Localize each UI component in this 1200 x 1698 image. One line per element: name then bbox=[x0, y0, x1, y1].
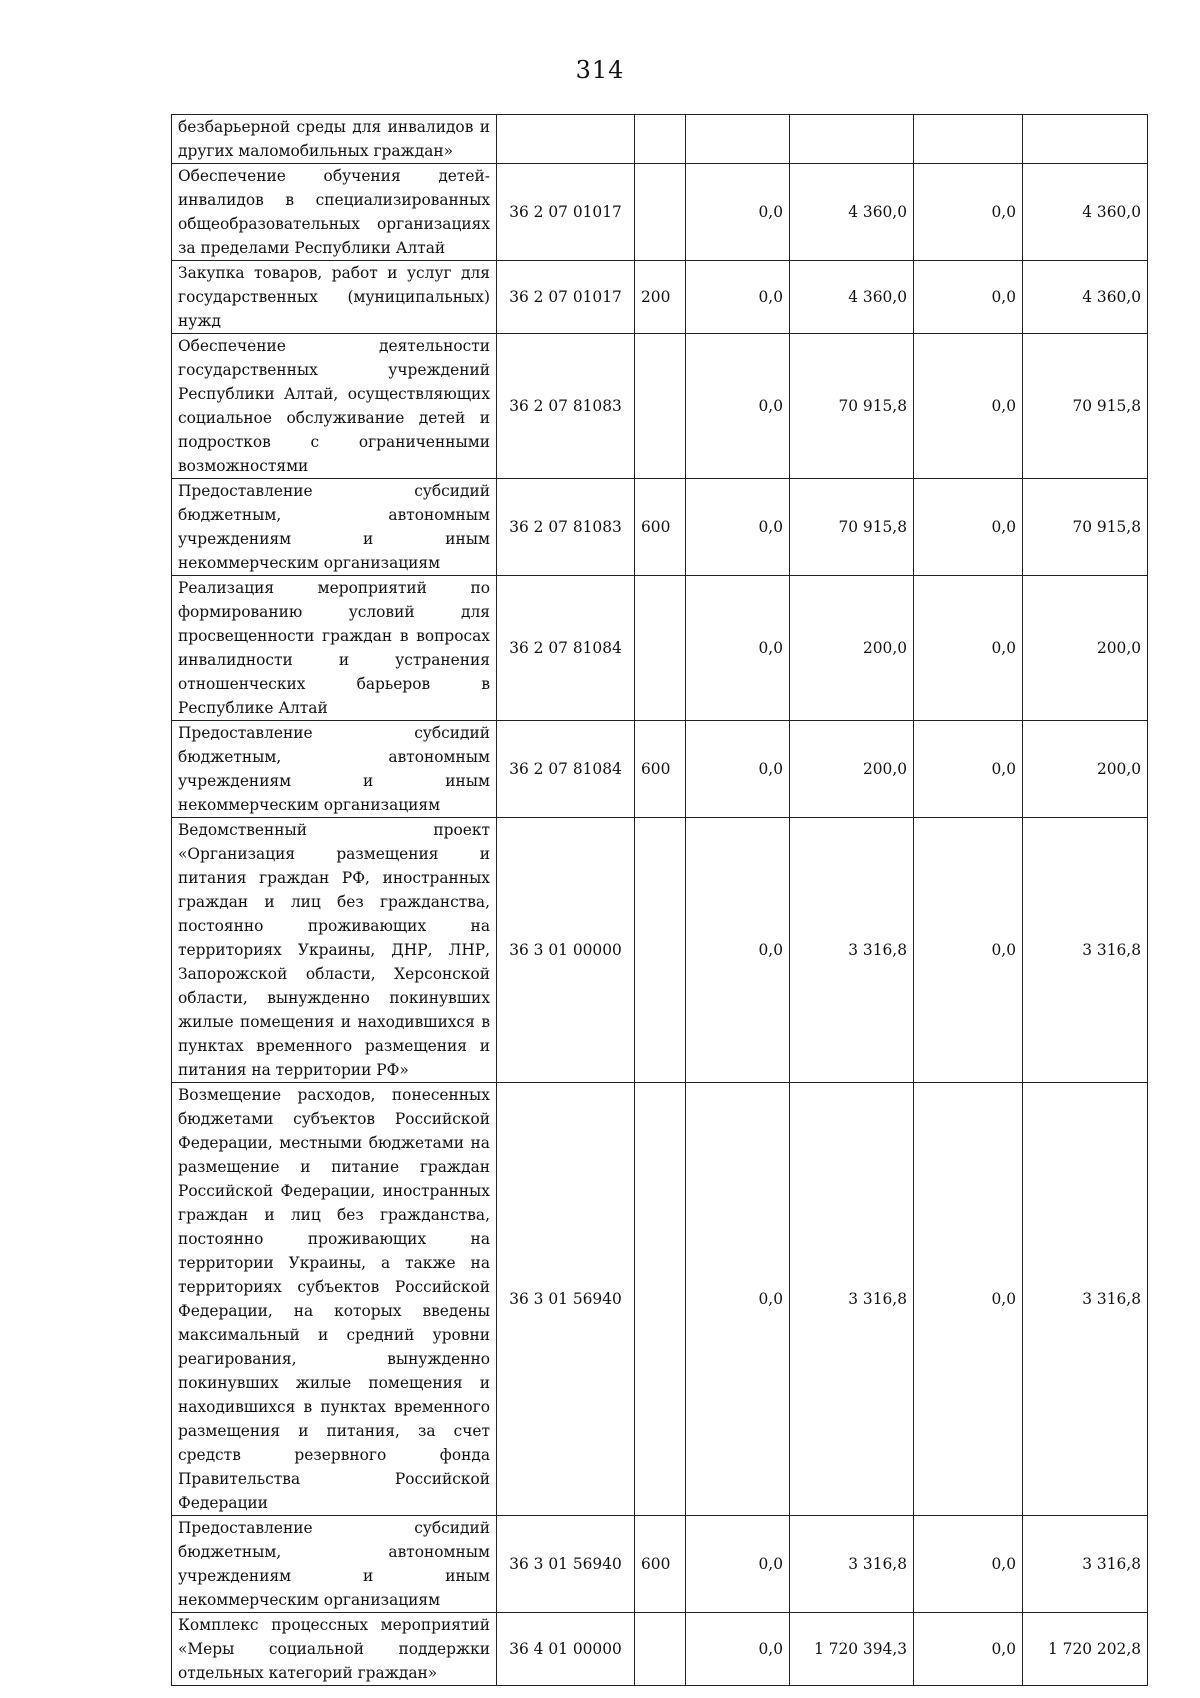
row-expense-type-cell: 600 bbox=[635, 479, 686, 576]
row-value-1-cell: 0,0 bbox=[686, 1083, 790, 1516]
row-value-3-cell: 0,0 bbox=[914, 576, 1023, 721]
row-value-1-cell: 0,0 bbox=[686, 334, 790, 479]
row-name-cell: Реализация мероприятий по формированию условий для просвещенности граждан в вопросах инвалидности и устранения отношенческих барьеров в Республике Алтай bbox=[172, 576, 497, 721]
row-expense-type-cell: 200 bbox=[635, 261, 686, 334]
row-value-1-cell: 0,0 bbox=[686, 1613, 790, 1686]
row-code-cell: 36 3 01 00000 bbox=[497, 818, 635, 1083]
row-value-3-cell: 0,0 bbox=[914, 1613, 1023, 1686]
row-code-cell: 36 3 01 56940 bbox=[497, 1083, 635, 1516]
row-value-3-cell: 0,0 bbox=[914, 1516, 1023, 1613]
row-value-1-cell: 0,0 bbox=[686, 1516, 790, 1613]
row-expense-type-cell: 600 bbox=[635, 721, 686, 818]
row-value-2-cell: 3 316,8 bbox=[790, 1516, 914, 1613]
row-expense-type-cell bbox=[635, 1613, 686, 1686]
table-row bbox=[172, 1083, 1148, 1516]
row-value-2-cell bbox=[790, 115, 914, 164]
row-value-1-cell: 0,0 bbox=[686, 721, 790, 818]
page-number: 314 bbox=[575, 56, 625, 84]
row-value-3-cell: 0,0 bbox=[914, 164, 1023, 261]
table-row bbox=[172, 261, 1148, 334]
row-name-cell: безбарьерной среды для инвалидов и других маломобильных граждан» bbox=[172, 115, 497, 164]
row-value-3-cell: 0,0 bbox=[914, 479, 1023, 576]
row-name-cell: Закупка товаров, работ и услуг для государственных (муниципальных) нужд bbox=[172, 261, 497, 334]
row-code-cell: 36 2 07 01017 bbox=[497, 164, 635, 261]
row-expense-type-cell bbox=[635, 115, 686, 164]
row-expense-type-cell bbox=[635, 576, 686, 721]
row-code-cell: 36 2 07 81083 bbox=[497, 479, 635, 576]
row-value-2-cell: 1 720 394,3 bbox=[790, 1613, 914, 1686]
table-row bbox=[172, 1516, 1148, 1613]
row-expense-type-cell bbox=[635, 334, 686, 479]
row-name-cell: Предоставление субсидий бюджетным, автономным учреждениям и иным некоммерческим организациям bbox=[172, 1516, 497, 1613]
row-value-1-cell: 0,0 bbox=[686, 818, 790, 1083]
row-value-4-cell: 200,0 bbox=[1023, 721, 1148, 818]
row-value-3-cell: 0,0 bbox=[914, 1083, 1023, 1516]
row-value-4-cell bbox=[1023, 115, 1148, 164]
table-row bbox=[172, 164, 1148, 261]
table-row bbox=[172, 115, 1148, 164]
table-row bbox=[172, 334, 1148, 479]
table-row bbox=[172, 818, 1148, 1083]
row-expense-type-cell bbox=[635, 818, 686, 1083]
row-value-3-cell: 0,0 bbox=[914, 334, 1023, 479]
row-value-4-cell: 4 360,0 bbox=[1023, 261, 1148, 334]
row-value-2-cell: 3 316,8 bbox=[790, 1083, 914, 1516]
row-value-4-cell: 70 915,8 bbox=[1023, 334, 1148, 479]
row-value-4-cell: 3 316,8 bbox=[1023, 818, 1148, 1083]
row-value-2-cell: 4 360,0 bbox=[790, 261, 914, 334]
row-value-4-cell: 4 360,0 bbox=[1023, 164, 1148, 261]
row-code-cell bbox=[497, 115, 635, 164]
row-value-3-cell: 0,0 bbox=[914, 721, 1023, 818]
row-expense-type-cell bbox=[635, 164, 686, 261]
row-value-1-cell: 0,0 bbox=[686, 164, 790, 261]
row-name-cell: Предоставление субсидий бюджетным, автономным учреждениям и иным некоммерческим организациям bbox=[172, 721, 497, 818]
row-value-1-cell bbox=[686, 115, 790, 164]
row-value-4-cell: 3 316,8 bbox=[1023, 1516, 1148, 1613]
table-row bbox=[172, 1613, 1148, 1686]
table-row bbox=[172, 576, 1148, 721]
row-name-cell: Ведомственный проект «Организация размещения и питания граждан РФ, иностранных граждан и лиц без гражданства, постоянно проживающих на территориях Украины, ДНР, ЛНР, Запорожской области, Херсонской области, вынужденно покинувших жилые помещения и находившихся в пунктах временного размещения и питания на территории РФ» bbox=[172, 818, 497, 1083]
row-value-2-cell: 70 915,8 bbox=[790, 334, 914, 479]
row-expense-type-cell bbox=[635, 1083, 686, 1516]
table-row bbox=[172, 721, 1148, 818]
row-name-cell: Обеспечение обучения детей-инвалидов в специализированных общеобразовательных организациях за пределами Республики Алтай bbox=[172, 164, 497, 261]
row-name-cell: Обеспечение деятельности государственных учреждений Республики Алтай, осуществляющих социальное обслуживание детей и подростков с ограниченными возможностями bbox=[172, 334, 497, 479]
budget-table-body bbox=[172, 115, 1148, 1686]
row-value-4-cell: 70 915,8 bbox=[1023, 479, 1148, 576]
row-value-2-cell: 200,0 bbox=[790, 721, 914, 818]
row-value-3-cell: 0,0 bbox=[914, 261, 1023, 334]
row-name-cell: Комплекс процессных мероприятий «Меры социальной поддержки отдельных категорий граждан» bbox=[172, 1613, 497, 1686]
row-value-3-cell: 0,0 bbox=[914, 818, 1023, 1083]
row-name-cell: Предоставление субсидий бюджетным, автономным учреждениям и иным некоммерческим организациям bbox=[172, 479, 497, 576]
row-code-cell: 36 3 01 56940 bbox=[497, 1516, 635, 1613]
row-value-4-cell: 1 720 202,8 bbox=[1023, 1613, 1148, 1686]
row-code-cell: 36 2 07 81083 bbox=[497, 334, 635, 479]
row-value-2-cell: 4 360,0 bbox=[790, 164, 914, 261]
row-expense-type-cell: 600 bbox=[635, 1516, 686, 1613]
row-value-1-cell: 0,0 bbox=[686, 479, 790, 576]
table-row bbox=[172, 479, 1148, 576]
row-code-cell: 36 2 07 81084 bbox=[497, 576, 635, 721]
row-code-cell: 36 4 01 00000 bbox=[497, 1613, 635, 1686]
row-value-1-cell: 0,0 bbox=[686, 576, 790, 721]
row-value-2-cell: 3 316,8 bbox=[790, 818, 914, 1083]
row-name-cell: Возмещение расходов, понесенных бюджетами субъектов Российской Федерации, местными бюджетами на размещение и питание граждан Российской Федерации, иностранных граждан и лиц без гражданства, постоянно проживающих на территории Украины, а также на территориях субъектов Российской Федерации, на которых введены максимальный и средний уровни реагирования, вынужденно покинувших жилые помещения и находившихся в пунктах временного размещения и питания, за счет средств резервного фонда Правительства Российской Федерации bbox=[172, 1083, 497, 1516]
row-code-cell: 36 2 07 01017 bbox=[497, 261, 635, 334]
row-value-4-cell: 200,0 bbox=[1023, 576, 1148, 721]
budget-table bbox=[171, 114, 1148, 1686]
row-value-3-cell bbox=[914, 115, 1023, 164]
row-value-1-cell: 0,0 bbox=[686, 261, 790, 334]
row-value-2-cell: 70 915,8 bbox=[790, 479, 914, 576]
row-value-4-cell: 3 316,8 bbox=[1023, 1083, 1148, 1516]
row-value-2-cell: 200,0 bbox=[790, 576, 914, 721]
row-code-cell: 36 2 07 81084 bbox=[497, 721, 635, 818]
